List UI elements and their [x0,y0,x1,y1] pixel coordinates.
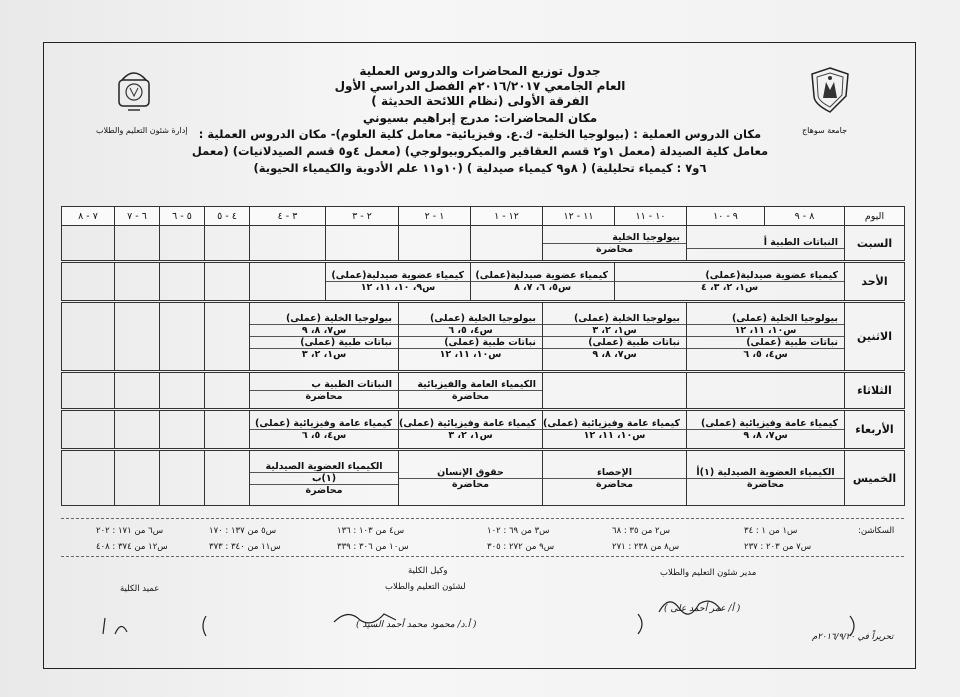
section-range: س٦ من ١٧١ : ٢٠٢ [96,526,164,536]
thu-cell-1 [687,450,845,506]
student-affairs-logo [114,66,154,120]
director-title: مدير شئون التعليم والطلاب [660,568,757,578]
section-range: س١٢ من ٣٧٤ : ٤٠٨ [96,542,168,552]
wed-cell-4 [250,410,399,450]
thu-cell-3 [399,450,543,506]
time-slot: ٥ - ٦ [160,207,205,226]
wed-cell-1 [687,410,845,450]
sections: س٤، ٥، ٦ [399,325,542,337]
sections: س٥، ٦، ٧، ٨ [513,282,572,293]
course-name: حقوق الإنسان [399,467,542,479]
dean-title: عميد الكلية [120,584,160,594]
course-name: الإحصاء [543,467,686,479]
signature-mark [632,612,652,636]
signature-mark [196,614,216,638]
section-range: س١٠ من ٣٠٦ : ٣٣٩ [337,542,409,552]
right-logo-caption: جامعة سوهاج [802,126,848,135]
session-type: محاضرة [452,391,489,402]
wed-cell-3 [399,410,543,450]
section-range: س٥ من ١٣٧ : ١٧٠ [209,526,277,536]
level: الفرقة الأولى (نظام اللائحة الحديثة ) [371,94,589,108]
course-name: النباتات الطبية أ [687,237,844,249]
sections-label: السكاشن: [858,526,895,536]
session-type: محاضرة [305,484,343,496]
course-name: كيمياء عامة وفيزيائية (عملى) [543,418,686,430]
thu-cell-4 [250,450,399,506]
vice-dean-title: وكيل الكلية [408,566,448,576]
mon-cell-2 [543,302,687,372]
course-name: بيولوجيا الخلية [543,232,686,244]
time-slot: ٢ - ٣ [326,207,399,226]
day-tuesday: الثلاثاء [845,372,905,410]
session-type: محاضرة [596,478,633,490]
thu-cell-2 [543,450,687,506]
sections-divider [61,518,904,519]
time-header: اليوم [845,207,905,226]
sections: س١٠، ١١، ١٢ [439,349,502,360]
practical-place-line-1: مكان الدروس العملية : (بيولوجيا الخلية- ك.ع. وفيزيائية- معامل كلية العلوم)- مكان الدروس العملية : [198,127,762,141]
sections: س٧، ٨، ٩ [743,430,788,441]
section-range: س١١ من ٣٤٠ : ٣٧٣ [209,542,281,552]
sections: س١، ٢، ٣ [301,349,347,360]
course-name: نباتات طبية (عملى) [399,337,542,349]
schedule-table [61,206,905,506]
course-name: النباتات الطبية ب [250,379,398,391]
sections: س١٠، ١١، ١٢ [687,325,844,337]
sections: س١، ٢، ٣، ٤ [700,282,759,293]
course-name: الكيمياء العضوية الصيدلية [250,461,398,473]
signature-mark [842,614,862,638]
time-slot: ٣ - ٤ [250,207,326,226]
section-range: س٨ من ٢٣٨ : ٢٧١ [612,542,680,552]
director-name: ( أ/ عمر أحمد على ) [664,604,741,614]
sat-cell-2 [543,226,687,262]
sections: س١، ٢، ٣ [448,430,493,441]
row-sunday [62,262,905,302]
year-term: العام الجامعي ٢٠١٦/٢٠١٧م الفصل الدراسي الأول [334,79,626,93]
course-name: كيمياء عضوية صيدلية(عملى) [326,270,470,282]
time-slot: ١٢ - ١ [471,207,543,226]
time-slot: ٨ - ٩ [765,207,845,226]
sun-cell-3 [326,262,471,302]
row-thursday [62,450,905,506]
left-logo-caption: إدارة شئون التعليم والطلاب [96,126,188,135]
course-name: الكيمياء العضوية الصيدلية (١)أ [687,467,844,479]
day-wednesday: الأربعاء [845,410,905,450]
sun-cell-1 [615,262,845,302]
vice-dean-signature [330,606,400,628]
sections-divider [61,556,904,557]
vice-dean-title-2: لشئون التعليم والطلاب [385,582,466,592]
wed-cell-2 [543,410,687,450]
sections: س١، ٢، ٣ [543,325,686,337]
sections: س٧، ٨، ٩ [250,325,398,337]
time-slot: ٦ - ٧ [115,207,160,226]
row-tuesday [62,372,905,410]
course-name: بيولوجيا الخلية (عملى) [687,313,844,325]
tue-cell-1 [399,372,543,410]
sat-cell-1 [687,226,845,262]
time-slot: ٤ - ٥ [205,207,250,226]
day-sunday: الأحد [845,262,905,302]
practical-place-line-3: ٦و٧ : كيمياء تحليلية) ( ٨و٩ كيمياء صيدلية ) (١٠و١١ علم الأدوية والكيمياء الحيوية) [253,161,707,175]
sections: س١٠، ١١، ١٢ [583,430,646,441]
section-range: س٤ من ١٠٣ : ١٣٦ [337,526,405,536]
course-part: (١)ب [250,473,398,485]
vice-dean-name: ( أ.د/ محمود محمد أحمد السيد ) [356,620,477,630]
course-name: بيولوجيا الخلية (عملى) [399,313,542,325]
course-name: بيولوجيا الخلية (عملى) [250,313,398,325]
sohag-university-logo [808,66,852,118]
course-name: كيمياء عامة وفيزيائية (عملى) [250,418,398,430]
tue-cell-2 [250,372,399,410]
document-title: جدول توزيع المحاضرات والدروس العملية [359,64,601,78]
row-monday [62,302,905,372]
section-range: س٢ من ٣٥ : ٦٨ [612,526,670,536]
course-name: نباتات طبية (عملى) [687,337,844,349]
practical-place-line-2: معامل كلية الصيدلة (معمل ١و٢ قسم العقاقير والميكروبيولوجي) (معمل ٤و٥ قسم الصيدلانيات) (معمل [191,144,769,158]
section-range: س٣ من ٦٩ : ١٠٢ [487,526,550,536]
course-name: كيمياء عضوية صيدلية(عملى) [471,270,614,282]
session-type: محاضرة [747,478,784,490]
sections: س٧، ٨، ٩ [592,349,637,360]
date-written: تحريراً في ٢٠١٦/٩/٢٠م [812,632,894,642]
time-slot: ١ - ٢ [399,207,471,226]
row-wednesday [62,410,905,450]
session-type: محاضرة [596,243,633,255]
course-name: نباتات طبية (عملى) [250,337,398,349]
course-name: نباتات طبية (عملى) [543,337,686,349]
course-name: كيمياء عامة وفيزيائية (عملى) [687,418,844,430]
director-signature [655,592,725,618]
course-name: كيمياء عضوية صيدلية(عملى) [615,270,844,282]
day-thursday: الخميس [845,450,905,506]
time-slot: ١١ - ١٢ [543,207,615,226]
row-saturday [62,226,905,262]
sections: س٤، ٥، ٦ [743,349,788,360]
course-name: كيمياء عامة وفيزيائية (عملى) [399,418,542,430]
mon-cell-3 [399,302,543,372]
dean-signature [95,614,135,638]
session-type: محاضرة [305,391,343,402]
course-name: الكيمياء العامة والفيزيائية [399,379,542,391]
day-saturday: السبت [845,226,905,262]
lecture-place: مكان المحاضرات: مدرج إبراهيم بسيوني [362,111,598,125]
sun-cell-2 [471,262,615,302]
time-slot: ٩ - ١٠ [687,207,765,226]
time-header-row [62,207,905,226]
sections: س٤، ٥، ٦ [301,430,347,441]
day-monday: الاثنين [845,302,905,372]
session-type: محاضرة [452,478,489,490]
time-slot: ١٠ - ١١ [615,207,687,226]
section-range: س٩ من ٢٧٢ : ٣٠٥ [487,542,555,552]
course-name: بيولوجيا الخلية (عملى) [543,313,686,325]
sections: س٩، ١٠، ١١، ١٢ [360,282,436,293]
section-range: س١ من ١ : ٣٤ [744,526,798,536]
mon-cell-4 [250,302,399,372]
mon-cell-1 [687,302,845,372]
time-slot: ٧ - ٨ [62,207,115,226]
section-range: س٧ من ٢٠٣ : ٢٣٧ [744,542,812,552]
